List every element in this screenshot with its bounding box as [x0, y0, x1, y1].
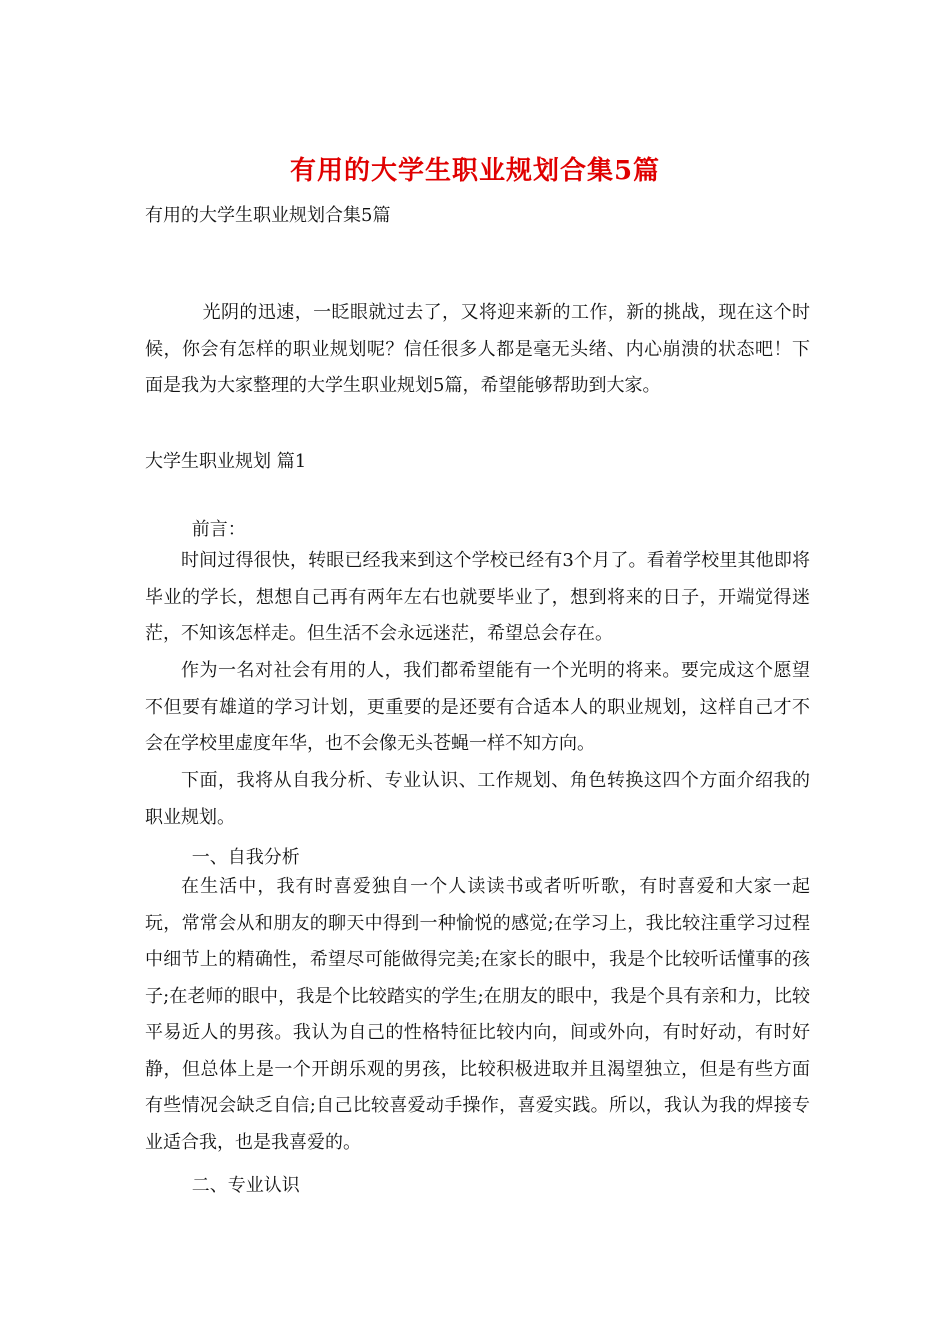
- part1-heading: 一、自我分析: [191, 847, 300, 868]
- section1-heading: 大学生职业规划 篇1: [145, 451, 307, 472]
- document-subtitle: 有用的大学生职业规划合集5篇: [145, 205, 391, 226]
- body-paragraph-2: 作为一名对社会有用的人，我们都希望能有一个光明的将来。要完成这个愿望不但要有雄道的学习计划，更重要的是还要有合适本人的职业规划，这样自己才不会在学校里虚度年华，也不会像无头苍蝇一样不知方向。: [145, 660, 810, 754]
- part1-body: 在生活中，我有时喜爱独自一个人读读书或者听听歌，有时喜爱和大家一起玩，常常会从和朋友的聊天中得到一种愉悦的感觉;在学习上，我比较注重学习过程中细节上的精确性，希望尽可能做得完美;在家长的眼中，我是个比较听话懂事的孩子;在老师的眼中，我是个比较踏实的学生;在朋友的眼中，我是个具有亲和力，比较平易近人的男孩。我认为自己的性格特征比较内向，间或外向，有时好动，有时好静，但总体上是一个开朗乐观的男孩，比较积极进取并且渴望独立，但是有些方面有些情况会缺乏自信;自己比较喜爱动手操作，喜爱实践。所以，我认为我的焊接专业适合我，也是我喜爱的。: [145, 876, 811, 1153]
- preface-label: 前言：: [191, 519, 246, 540]
- part2-heading: 二、专业认识: [191, 1175, 300, 1196]
- body-paragraph-3: 下面，我将从自我分析、专业认识、工作规划、角色转换这四个方面介绍我的职业规划。: [145, 770, 810, 828]
- body-paragraph-1: 时间过得很快，转眼已经我来到这个学校已经有3个月了。看着学校里其他即将毕业的学长，想想自己再有两年左右也就要毕业了，想到将来的日子，开端觉得迷茫，不知该怎样走。但生活不会永远迷茫，希望总会存在。: [145, 550, 810, 644]
- intro-paragraph: 光阴的迅速，一眨眼就过去了，又将迎来新的工作，新的挑战，现在这个时候，你会有怎样的职业规划呢？信任很多人都是毫无头绪、内心崩溃的状态吧！下面是我为大家整理的大学生职业规划5篇，希望能够帮助到大家。: [145, 302, 810, 396]
- document-title: 有用的大学生职业规划合集5篇: [289, 156, 661, 186]
